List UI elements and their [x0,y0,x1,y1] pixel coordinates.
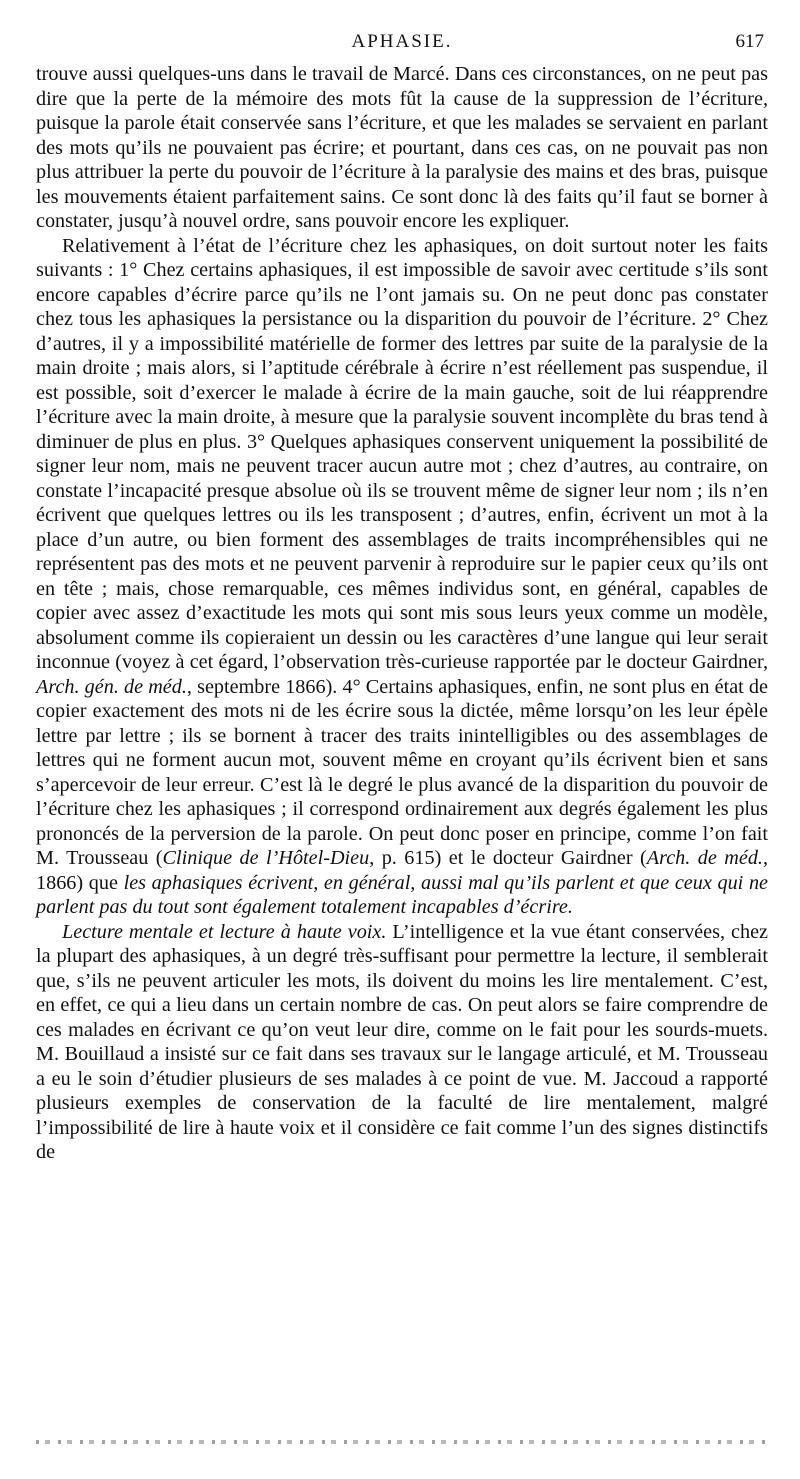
italic-text-segment: Lecture mentale et lecture à haute voix. [62,920,387,943]
text-segment: , 1866) que [36,847,769,894]
text-segment: L’intelligence et la vue étant conservées, chez la plupart des aphasiques, à un degré très-suffisant pour permettre la lecture, il semblerait que, s’ils ne peuvent articuler les mots, ils doivent du moins les lire mentalement. C’est, en effet, ce qui a lieu dans un certain nombre de cas. On peut alors se faire comprendre de ces malades en écrivant ce qu’on veut leur dire, comme on le fait pour les sourds-muets. M. Bouillaud a insisté sur ce fait dans ses travaux sur le langage articulé, et M. Trousseau a eu le soin d’étudier plusieurs de ses malades à ce point de vue. M. Jaccoud a rapporté plusieurs exemples de conservation de la faculté de lire mentalement, malgré l’impossibilité de lire à haute voix et il considère ce fait comme l’un des signes distinctifs de [36,920,768,1163]
bottom-print-artifact [36,1440,766,1444]
italic-text-segment: Clinique de l’Hôtel-Dieu [162,847,370,869]
page-number: 617 [735,31,764,52]
paragraph [36,62,768,234]
text-segment: trouve aussi quelques-uns dans le travail de Marcé. Dans ces circonstances, on ne peut pas dire que la perte de la mémoire des mots fût la cause de la suppression de l’écriture, puisque la parole était conservée sans l’écriture, et que les malades se servaient en parlant des mots qu’ils ne pouvaient pas écrire; et pourtant, dans ces cas, on ne pouvait pas non plus attribuer la perte du pouvoir de l’écriture à la paralysie des mains et des bras, puisque les mouvements étaient parfaitement sains. Ce sont donc là des faits qu’il faut se borner à constater, jusqu’à nouvel ordre, sans pouvoir encore les expliquer. [36,63,768,232]
paragraph [36,920,768,1165]
running-title: APHASIE. [351,31,453,52]
running-head [36,30,768,54]
text-body [36,62,768,1165]
text-segment: Relativement à l’état de l’écriture chez les aphasiques, on doit surtout noter les faits suivants : 1° Chez certains aphasiques, il est impossible de savoir avec certitude s’ils sont encore capables d’écrire parce qu’ils ne l’ont jamais su. On ne peut donc pas constater chez tous les aphasiques la persistance ou la disparition du pouvoir de l’écriture. 2° Chez d’autres, il y a impossibilité matérielle de former des lettres par suite de la paralysie de la main droite ; mais alors, si l’aptitude cérébrale à écrire n’est réellement pas suspendue, il est possible, soit d’exercer le malade à écrire de la main gauche, soit de lui réapprendre l’écriture avec la main droite, à mesure que la paralysie souvent incomplète du bras tend à diminuer de plus en plus. 3° Quelques aphasiques conservent uniquement la possibilité de signer leur nom, mais ne peuvent tracer aucun autre mot ; chez d’autres, au contraire, on constate l’incapacité presque absolue où ils se trouvent même de signer leur nom ; ils n’en écrivent que quelques lettres ou ils les transposent ; d’autres, enfin, écrivent un mot à la place d’un autre, ou bien forment des assemblages de traits incompréhensibles qui ne représentent pas des mots et ne peuvent parvenir à reproduire sur le papier ceux qu’ils ont en tête ; mais, chose remarquable, ces mêmes individus sont, en général, capables de copier avec assez d’exactitude les mots qui sont mis sous leurs yeux comme un modèle, absolument comme ils copieraient un dessin ou les caractères d’une langue qui leur serait inconnue (voyez à cet égard, l’observation très-curieuse rapportée par le docteur Gairdner, [36,234,768,673]
italic-text-segment: Arch. gén. de méd. [36,675,187,698]
italic-text-segment: Arch. de méd. [646,847,763,869]
text-segment: , p. 615) et le docteur Gairdner ( [369,847,647,869]
paragraph [36,234,768,920]
text-segment: , septembre 1866). 4° Certains aphasiques, enfin, ne sont plus en état de copier exactement des mots ni de les écrire sous la dictée, même lorsqu’on les leur épèle lettre par lettre ; ils se bornent à tracer des traits inintelligibles ou des assemblages de lettres qui ne forment aucun mot, souvent même en croyant qu’ils écrivent bien et sans s’apercevoir de leur erreur. C’est là le degré le plus avancé de la disparition du pouvoir de l’écriture chez les aphasiques ; il correspond ordinairement aux degrés également les plus prononcés de la perversion de la parole. On peut donc poser en principe, comme l’on fait M. Trousseau ( [36,675,768,869]
italic-text-segment: les aphasiques écrivent, en général, aussi mal qu’ils parlent et que ceux qui ne parlent pas du tout sont également totalement incapables d’écrire. [36,871,768,918]
